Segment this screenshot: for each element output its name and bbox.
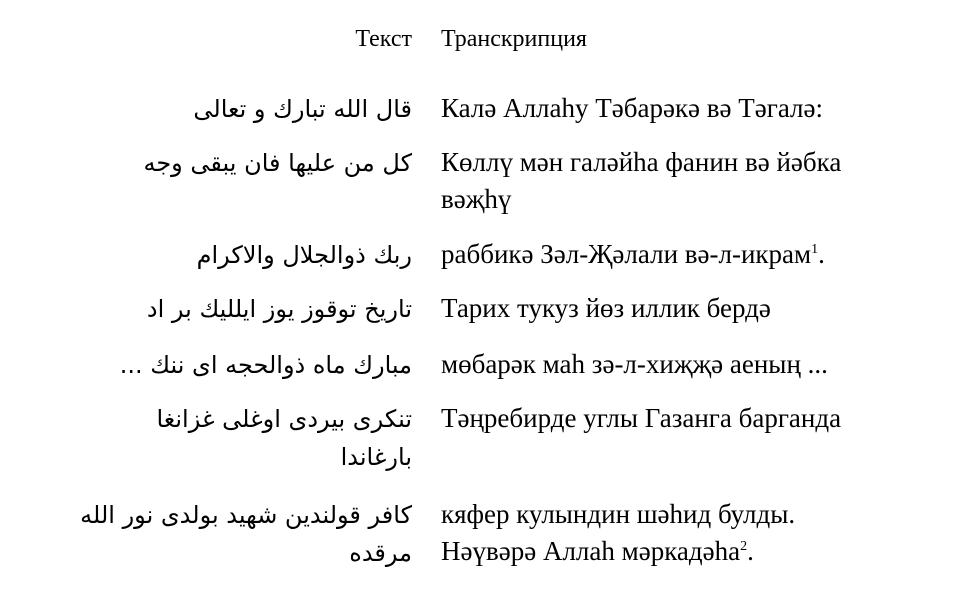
arabic-text: كل من عليها فان يبقى وجه (143, 149, 412, 177)
transcription-text: Көллү мән галәйһа фанин вә йәбка вәҗһү (441, 147, 842, 214)
arabic-text: مبارك ماه ذوالحجه اى ننك ... (119, 351, 412, 379)
arabic-text: كافر قولندين شهيد بولدى نور الله مرقده (80, 501, 412, 567)
transcription-end: . (747, 536, 754, 566)
transcription-text: мөбарәк маһ зә-л-хиҗҗә аеның ... (441, 349, 828, 379)
transcription-end: . (818, 239, 825, 269)
transcription-text (441, 236, 961, 273)
arabic-text: ربك ذوالجلال والاكرام (196, 241, 412, 269)
transcription-text: Калә Аллаһу Тәбарәкә вә Тәгалә: (441, 93, 824, 123)
transcription-line-2 (441, 533, 961, 570)
footnote-marker: 2 (740, 539, 748, 554)
transcription-main: Нәүвәрә Аллаһ мәркадәһа (441, 536, 741, 566)
transcription-text: Тарих тукуз йөз иллик бердә (441, 293, 771, 323)
arabic-text: تنكرى بيردى اوغلى غزانغا بارغاندا (156, 405, 412, 471)
transcription-text (441, 496, 961, 570)
footnote-marker: 1 (811, 242, 819, 257)
transcription-line-1: кяфер кулындин шәһид булды. (441, 499, 796, 529)
transcription-text: Тәңребирде углы Газанга барганда (441, 403, 842, 433)
header-text-label: Текст (355, 26, 412, 52)
arabic-text: تاريخ توقوز يوز ايلليك بر اد (146, 295, 412, 323)
header-transcription-label: Транскрипция (441, 26, 587, 52)
arabic-text: قال الله تبارك و تعالى (193, 95, 412, 123)
transcription-main: раббикә Зәл-Җәлали вә-л-икрам (441, 239, 812, 269)
